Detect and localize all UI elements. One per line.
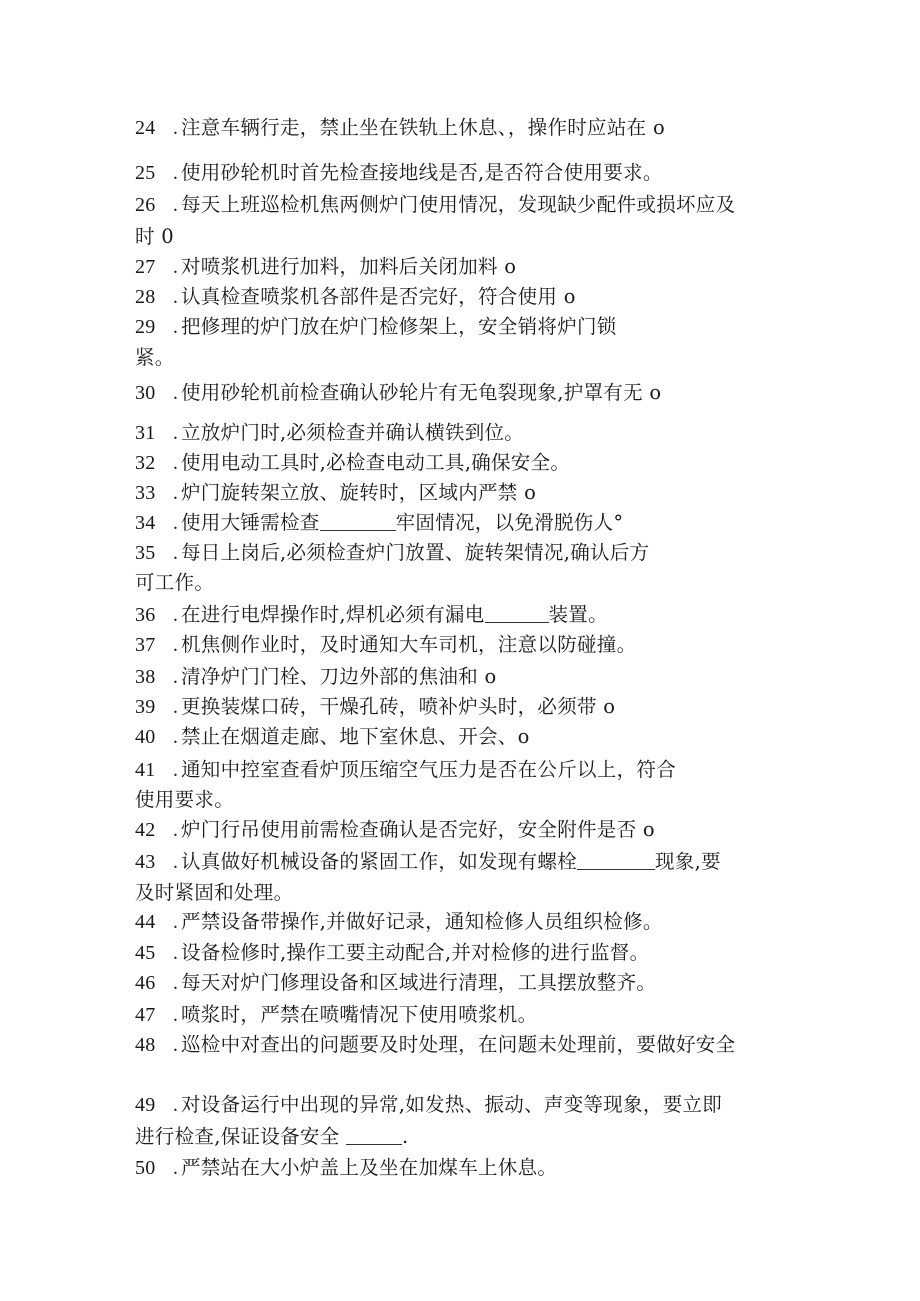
item-number: 26	[135, 194, 156, 216]
item-text: 喷浆时，严禁在喷嘴情况下使用喷浆机。	[181, 1003, 538, 1026]
item-number: 33	[135, 482, 156, 504]
item-number: 40	[135, 726, 156, 748]
item-31	[135, 421, 524, 445]
item-number: 25	[135, 162, 156, 184]
item-dot: .	[173, 195, 179, 216]
item-text: 认真检查喷浆机各部件是否完好，符合使用 o	[181, 285, 576, 308]
item-text: 机焦侧作业时，及时通知大车司机，注意以防碰撞。	[181, 633, 637, 656]
item-number: 34	[135, 512, 156, 534]
item-number: 35	[135, 542, 156, 564]
item-number: 38	[135, 666, 156, 688]
item-dot: .	[173, 453, 179, 474]
item-27	[135, 255, 516, 279]
item-number: 46	[135, 972, 156, 994]
item-44	[135, 910, 663, 934]
item-text-before: 在进行电焊操作时,焊机必须有漏电	[181, 603, 485, 626]
item-number: 45	[135, 942, 156, 964]
item-dot: .	[173, 912, 179, 933]
item-text-after: .	[402, 1125, 409, 1148]
item-49-continuation	[135, 1125, 409, 1149]
item-number: 50	[135, 1157, 156, 1179]
item-dot: .	[173, 423, 179, 444]
item-dot: .	[173, 1005, 179, 1026]
item-29	[135, 315, 617, 339]
item-41	[135, 758, 676, 782]
item-dot: .	[173, 635, 179, 656]
fill-in-blank	[320, 512, 396, 531]
item-dot: .	[173, 667, 179, 688]
fill-in-blank	[346, 1126, 402, 1145]
item-dot: .	[173, 118, 179, 139]
item-text: 使用砂轮机前检查确认砂轮片有无龟裂现象,护罩有无 o	[181, 381, 662, 404]
item-text-before: 使用大锤需检查	[181, 511, 320, 534]
item-34	[135, 511, 623, 535]
item-number: 32	[135, 452, 156, 474]
item-dot: .	[173, 697, 179, 718]
item-dot: .	[173, 483, 179, 504]
item-dot: .	[173, 383, 179, 404]
item-42	[135, 818, 655, 842]
item-text: 清净炉门门栓、刀边外部的焦油和 o	[181, 665, 497, 688]
item-43	[135, 850, 721, 874]
item-text-after: 现象,要	[655, 850, 721, 873]
item-number: 43	[135, 851, 156, 873]
item-number: 42	[135, 819, 156, 841]
item-dot: .	[173, 543, 179, 564]
item-38	[135, 665, 497, 689]
item-32	[135, 451, 570, 475]
item-48	[135, 1033, 735, 1057]
item-text: 使用电动工具时,必检查电动工具,确保安全。	[181, 451, 571, 474]
item-dot: .	[173, 257, 179, 278]
item-50	[135, 1156, 557, 1180]
item-number: 41	[135, 759, 156, 781]
item-dot: .	[173, 605, 179, 626]
item-text: 禁止在烟道走廊、地下室休息、开会、o	[181, 725, 530, 748]
item-text: 炉门旋转架立放、旋转时，区域内严禁 o	[181, 481, 537, 504]
item-number: 28	[135, 286, 156, 308]
fill-in-blank	[485, 604, 549, 623]
item-35-continuation: 可工作。	[135, 571, 215, 594]
item-26-continuation: 时 0	[135, 225, 175, 248]
item-number: 30	[135, 382, 156, 404]
item-text: 使用砂轮机时首先检查接地线是否,是否符合使用要求。	[181, 161, 663, 184]
item-24	[135, 116, 665, 140]
item-33	[135, 481, 536, 505]
item-dot: .	[173, 852, 179, 873]
item-25	[135, 161, 663, 185]
item-29-continuation: 紧。	[135, 346, 175, 369]
item-dot: .	[173, 1158, 179, 1179]
item-text: 立放炉门时,必须检查并确认横铁到位。	[181, 421, 525, 444]
item-dot: .	[173, 513, 179, 534]
item-46	[135, 971, 656, 995]
item-number: 24	[135, 117, 156, 139]
item-dot: .	[173, 1095, 179, 1116]
item-text: 通知中控室查看炉顶压缩空气压力是否在公斤以上，符合	[181, 758, 677, 781]
item-40	[135, 725, 530, 749]
item-text: 每日上岗后,必须检查炉门放置、旋转架情况,确认后方	[181, 541, 650, 564]
item-30	[135, 381, 661, 405]
item-dot: .	[173, 943, 179, 964]
item-dot: .	[173, 1035, 179, 1056]
item-number: 27	[135, 256, 156, 278]
item-text: 对喷浆机进行加料，加料后关闭加料 o	[181, 255, 517, 278]
item-dot: .	[173, 727, 179, 748]
item-number: 48	[135, 1034, 156, 1056]
item-dot: .	[173, 287, 179, 308]
item-37	[135, 633, 636, 657]
item-49	[135, 1093, 722, 1117]
item-text: 炉门行吊使用前需检查确认是否完好，安全附件是否 o	[181, 818, 655, 841]
item-35	[135, 541, 649, 565]
item-26	[135, 193, 735, 217]
item-number: 47	[135, 1004, 156, 1026]
item-text: 巡检中对查出的问题要及时处理，在问题未处理前，要做好安全	[181, 1033, 736, 1056]
item-text-after: 装置。	[548, 603, 608, 626]
fill-in-blank	[577, 851, 655, 870]
item-text: 注意车辆行走，禁止坐在铁轨上休息、，操作时应站在 o	[181, 116, 665, 139]
item-text-before: 认真做好机械设备的紧固工作，如发现有螺栓	[181, 850, 578, 873]
item-41-continuation: 使用要求。	[135, 788, 235, 811]
item-number: 37	[135, 634, 156, 656]
item-text: 把修理的炉门放在炉门检修架上，安全销将炉门锁	[181, 315, 617, 338]
item-number: 36	[135, 604, 156, 626]
item-text: 设备检修时,操作工要主动配合,并对检修的进行监督。	[181, 941, 650, 964]
item-text: 更换装煤口砖，干燥孔砖，喷补炉头时，必须带 o	[181, 695, 616, 718]
item-text: 严禁站在大小炉盖上及坐在加煤车上休息。	[181, 1156, 558, 1179]
item-number: 31	[135, 422, 156, 444]
item-text-after: 牢固情况，以免滑脱伤人°	[395, 511, 624, 534]
item-number: 39	[135, 696, 156, 718]
item-text: 对设备运行中出现的异常,如发热、振动、声变等现象，要立即	[181, 1093, 723, 1116]
item-text-before: 进行检查,保证设备安全	[135, 1125, 346, 1148]
item-dot: .	[173, 317, 179, 338]
item-text: 每天上班巡检机焦两侧炉门使用情况，发现缺少配件或损坏应及	[181, 193, 736, 216]
item-text: 每天对炉门修理设备和区域进行清理，工具摆放整齐。	[181, 971, 657, 994]
item-dot: .	[173, 760, 179, 781]
item-28	[135, 285, 576, 309]
item-dot: .	[173, 820, 179, 841]
item-number: 49	[135, 1094, 156, 1116]
item-dot: .	[173, 973, 179, 994]
item-39	[135, 695, 615, 719]
item-45	[135, 941, 649, 965]
item-number: 29	[135, 316, 156, 338]
item-dot: .	[173, 163, 179, 184]
item-43-continuation: 及时紧固和处理。	[135, 881, 294, 904]
item-text: 严禁设备带操作,并做好记录，通知检修人员组织检修。	[181, 910, 663, 933]
item-47	[135, 1003, 537, 1027]
item-number: 44	[135, 911, 156, 933]
item-36	[135, 603, 608, 627]
